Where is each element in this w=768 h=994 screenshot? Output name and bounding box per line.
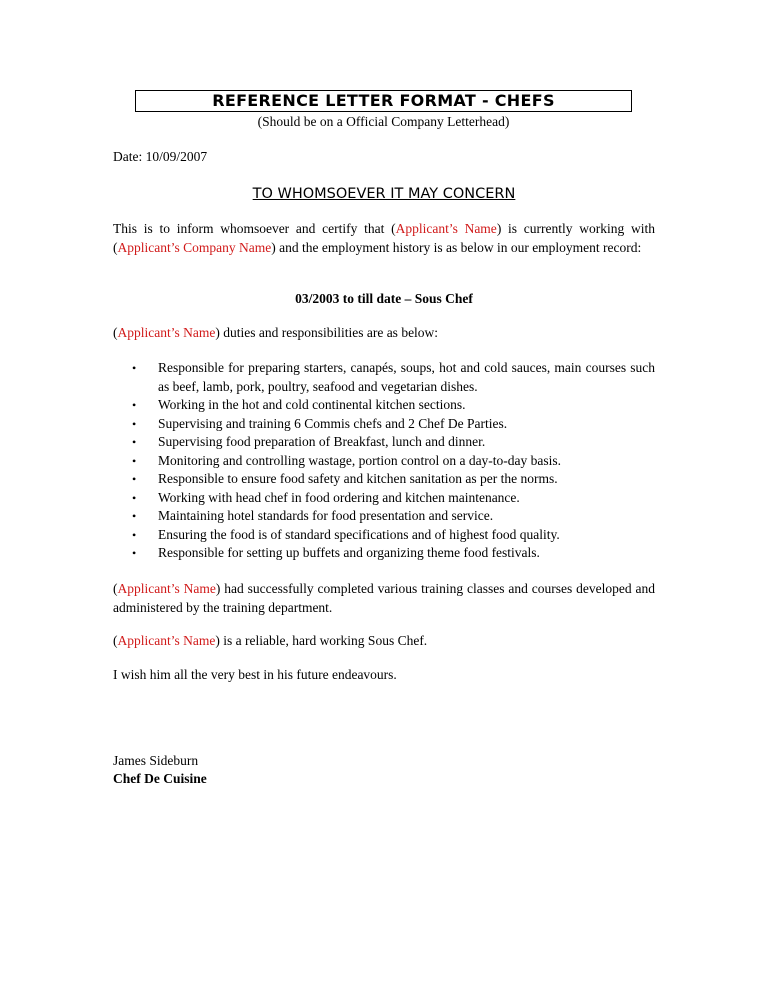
duty-text: Responsible for preparing starters, canapés, soups, hot and cold sauces, main courses such as beef, lamb, pork, poultry, seafood and vegetarian dishes. <box>158 360 655 394</box>
reliable-rest: ) is a reliable, hard working Sous Chef. <box>215 633 428 648</box>
reliable-paragraph <box>113 632 655 651</box>
duty-text: Monitoring and controlling wastage, portion control on a day-to-day basis. <box>158 452 562 468</box>
role-heading: 03/2003 to till date – Sous Chef <box>295 291 473 306</box>
duty-text: Working in the hot and cold continental kitchen sections. <box>158 397 466 412</box>
intro-text-3: ) and the employment history is as below in our employment record: <box>271 239 642 255</box>
training-rest: ) had successfully completed various training classes and courses developed and administered by the training department. <box>113 581 655 615</box>
intro-text-1: This is to inform whomsoever and certify that ( <box>113 221 396 236</box>
duty-text: Ensuring the food is of standard specifications and of highest food quality. <box>158 526 560 542</box>
bullet-icon: • <box>132 509 137 523</box>
list-item <box>113 470 655 489</box>
training-open: ( <box>113 581 118 596</box>
applicant-name-placeholder: Applicant’s Name <box>117 633 216 648</box>
duty-text: Maintaining hotel standards for food presentation and service. <box>158 508 494 523</box>
list-item <box>113 433 655 452</box>
applicant-name-placeholder: Applicant’s Name <box>395 221 497 236</box>
document-title: REFERENCE LETTER FORMAT - CHEFS <box>135 90 632 112</box>
bullet-icon: • <box>132 361 137 375</box>
list-item <box>113 452 655 471</box>
letterhead-note: (Should be on a Official Company Letterhead) <box>257 114 510 129</box>
duties-list <box>113 359 655 563</box>
bullet-icon: • <box>132 398 137 412</box>
list-item <box>113 507 655 526</box>
signatory-title: Chef De Cuisine <box>113 771 207 786</box>
closing-line: I wish him all the very best in his future endeavours. <box>113 667 397 682</box>
applicant-name-placeholder: Applicant’s Name <box>117 581 216 596</box>
bullet-icon: • <box>132 472 137 486</box>
list-item <box>113 544 655 563</box>
intro-text-2: ) is currently working with ( <box>113 221 655 255</box>
signatory-name: James Sideburn <box>113 753 199 768</box>
bullet-icon: • <box>132 546 137 560</box>
duty-text: Supervising and training 6 Commis chefs and 2 Chef De Parties. <box>158 415 508 431</box>
letter-date: Date: 10/09/2007 <box>113 149 208 164</box>
duties-intro <box>113 324 655 343</box>
bullet-icon: • <box>132 453 137 468</box>
bullet-icon: • <box>132 490 137 505</box>
duties-intro-rest: ) duties and responsibilities are as below: <box>215 325 439 340</box>
training-paragraph <box>113 580 655 617</box>
intro-paragraph <box>113 220 655 257</box>
list-item <box>113 526 655 545</box>
applicant-name-placeholder: Applicant’s Name <box>117 325 216 340</box>
list-item <box>113 359 655 396</box>
duties-intro-open: ( <box>113 325 118 340</box>
bullet-icon: • <box>132 416 137 431</box>
duty-text: Supervising food preparation of Breakfast, lunch and dinner. <box>158 434 486 449</box>
company-name-placeholder: Applicant’s Company Name <box>117 239 272 255</box>
reliable-open: ( <box>113 633 118 648</box>
duty-text: Responsible to ensure food safety and kitchen sanitation as per the norms. <box>158 471 558 486</box>
salutation-heading: TO WHOMSOEVER IT MAY CONCERN <box>252 186 516 202</box>
bullet-icon: • <box>132 527 137 542</box>
list-item <box>113 396 655 415</box>
duty-text: Working with head chef in food ordering and kitchen maintenance. <box>158 489 520 505</box>
list-item <box>113 415 655 434</box>
list-item <box>113 489 655 508</box>
bullet-icon: • <box>132 435 137 449</box>
duty-text: Responsible for setting up buffets and organizing theme food festivals. <box>158 545 540 560</box>
